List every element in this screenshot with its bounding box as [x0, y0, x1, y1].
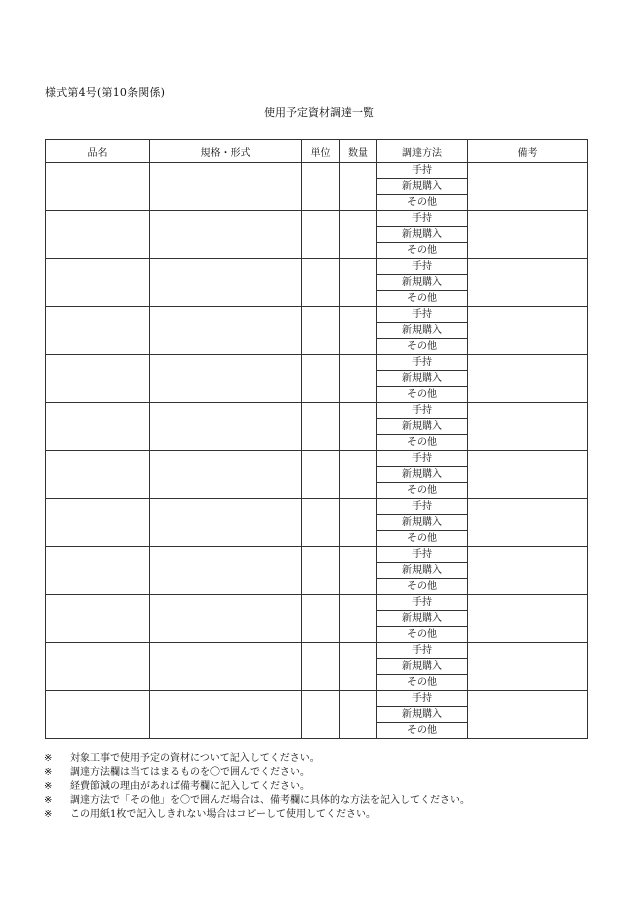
note-text: この用紙1枚で記入しきれない場合はコピーして使用してください。	[70, 809, 376, 820]
note-text: 調達方法で「その他」を〇で囲んだ場合は、備考欄に具体的な方法を記入してください。	[70, 795, 470, 806]
quantity-cell[interactable]	[340, 643, 377, 691]
method-option-other[interactable]: その他	[377, 435, 468, 451]
note-text: 対象工事で使用予定の資材について記入してください。	[70, 753, 320, 764]
note-line	[44, 808, 470, 822]
header-remarks: 備考	[468, 140, 588, 163]
item-name-cell[interactable]	[46, 259, 150, 307]
note-line	[44, 780, 470, 794]
quantity-cell[interactable]	[340, 403, 377, 451]
spec-cell[interactable]	[150, 547, 302, 595]
table-row	[46, 547, 588, 563]
method-option-on-hand[interactable]: 手持	[377, 355, 468, 371]
unit-cell[interactable]	[302, 355, 340, 403]
unit-cell[interactable]	[302, 643, 340, 691]
method-option-new-purchase[interactable]: 新規購入	[377, 659, 468, 675]
remarks-cell[interactable]	[468, 307, 588, 355]
method-option-new-purchase[interactable]: 新規購入	[377, 227, 468, 243]
item-name-cell[interactable]	[46, 355, 150, 403]
remarks-cell[interactable]	[468, 547, 588, 595]
unit-cell[interactable]	[302, 259, 340, 307]
unit-cell[interactable]	[302, 403, 340, 451]
method-option-other[interactable]: その他	[377, 483, 468, 499]
note-line	[44, 794, 470, 808]
spec-cell[interactable]	[150, 163, 302, 211]
materials-table	[45, 139, 588, 739]
remarks-cell[interactable]	[468, 499, 588, 547]
method-option-on-hand[interactable]: 手持	[377, 403, 468, 419]
spec-cell[interactable]	[150, 355, 302, 403]
note-mark: ※	[44, 781, 53, 792]
item-name-cell[interactable]	[46, 643, 150, 691]
method-option-other[interactable]: その他	[377, 243, 468, 259]
method-option-on-hand[interactable]: 手持	[377, 547, 468, 563]
method-option-other[interactable]: その他	[377, 627, 468, 643]
method-option-new-purchase[interactable]: 新規購入	[377, 323, 468, 339]
spec-cell[interactable]	[150, 211, 302, 259]
note-line	[44, 766, 470, 780]
table-row	[46, 403, 588, 419]
spec-cell[interactable]	[150, 403, 302, 451]
remarks-cell[interactable]	[468, 595, 588, 643]
method-option-other[interactable]: その他	[377, 531, 468, 547]
method-option-new-purchase[interactable]: 新規購入	[377, 467, 468, 483]
quantity-cell[interactable]	[340, 211, 377, 259]
method-option-other[interactable]: その他	[377, 387, 468, 403]
unit-cell[interactable]	[302, 547, 340, 595]
note-mark: ※	[44, 795, 53, 806]
table-row	[46, 643, 588, 659]
document-title: 使用予定資材調達一覧	[264, 106, 374, 119]
note-line	[44, 752, 470, 766]
item-name-cell[interactable]	[46, 307, 150, 355]
note-mark: ※	[44, 767, 53, 778]
quantity-cell[interactable]	[340, 499, 377, 547]
table-row	[46, 211, 588, 227]
remarks-cell[interactable]	[468, 163, 588, 211]
unit-cell[interactable]	[302, 499, 340, 547]
table-header-row	[46, 140, 588, 163]
table-row	[46, 499, 588, 515]
note-mark: ※	[44, 753, 53, 764]
spec-cell[interactable]	[150, 643, 302, 691]
remarks-cell[interactable]	[468, 211, 588, 259]
method-option-on-hand[interactable]: 手持	[377, 307, 468, 323]
method-option-new-purchase[interactable]: 新規購入	[377, 707, 468, 723]
spec-cell[interactable]	[150, 691, 302, 739]
header-spec: 規格・形式	[150, 140, 302, 163]
remarks-cell[interactable]	[468, 451, 588, 499]
quantity-cell[interactable]	[340, 259, 377, 307]
table-row	[46, 307, 588, 323]
method-option-on-hand[interactable]: 手持	[377, 595, 468, 611]
item-name-cell[interactable]	[46, 547, 150, 595]
spec-cell[interactable]	[150, 499, 302, 547]
table-row	[46, 355, 588, 371]
unit-cell[interactable]	[302, 307, 340, 355]
header-quantity: 数量	[340, 140, 377, 163]
remarks-cell[interactable]	[468, 259, 588, 307]
note-text: 経費節減の理由があれば備考欄に記入してください。	[70, 781, 310, 792]
table-row	[46, 163, 588, 179]
method-option-on-hand[interactable]: 手持	[377, 259, 468, 275]
spec-cell[interactable]	[150, 595, 302, 643]
method-option-new-purchase[interactable]: 新規購入	[377, 371, 468, 387]
table-row	[46, 259, 588, 275]
form-number: 様式第4号(第10条関係)	[45, 86, 166, 99]
note-mark: ※	[44, 809, 53, 820]
quantity-cell[interactable]	[340, 355, 377, 403]
method-option-other[interactable]: その他	[377, 195, 468, 211]
table-row	[46, 691, 588, 707]
item-name-cell[interactable]	[46, 163, 150, 211]
quantity-cell[interactable]	[340, 163, 377, 211]
item-name-cell[interactable]	[46, 211, 150, 259]
quantity-cell[interactable]	[340, 595, 377, 643]
method-option-new-purchase[interactable]: 新規購入	[377, 563, 468, 579]
remarks-cell[interactable]	[468, 403, 588, 451]
table-body	[46, 163, 588, 739]
method-option-on-hand[interactable]: 手持	[377, 163, 468, 179]
unit-cell[interactable]	[302, 163, 340, 211]
method-option-new-purchase[interactable]: 新規購入	[377, 515, 468, 531]
method-option-on-hand[interactable]: 手持	[377, 211, 468, 227]
header-unit: 単位	[302, 140, 340, 163]
unit-cell[interactable]	[302, 595, 340, 643]
quantity-cell[interactable]	[340, 547, 377, 595]
method-option-new-purchase[interactable]: 新規購入	[377, 275, 468, 291]
table-row	[46, 595, 588, 611]
unit-cell[interactable]	[302, 691, 340, 739]
method-option-other[interactable]: その他	[377, 579, 468, 595]
spec-cell[interactable]	[150, 307, 302, 355]
method-option-on-hand[interactable]: 手持	[377, 451, 468, 467]
method-option-other[interactable]: その他	[377, 723, 468, 739]
method-option-on-hand[interactable]: 手持	[377, 499, 468, 515]
method-option-other[interactable]: その他	[377, 675, 468, 691]
quantity-cell[interactable]	[340, 691, 377, 739]
table-row	[46, 451, 588, 467]
unit-cell[interactable]	[302, 211, 340, 259]
unit-cell[interactable]	[302, 451, 340, 499]
quantity-cell[interactable]	[340, 451, 377, 499]
method-option-new-purchase[interactable]: 新規購入	[377, 611, 468, 627]
item-name-cell[interactable]	[46, 403, 150, 451]
spec-cell[interactable]	[150, 451, 302, 499]
item-name-cell[interactable]	[46, 595, 150, 643]
remarks-cell[interactable]	[468, 355, 588, 403]
quantity-cell[interactable]	[340, 307, 377, 355]
method-option-new-purchase[interactable]: 新規購入	[377, 419, 468, 435]
item-name-cell[interactable]	[46, 499, 150, 547]
remarks-cell[interactable]	[468, 643, 588, 691]
method-option-on-hand[interactable]: 手持	[377, 643, 468, 659]
method-option-other[interactable]: その他	[377, 339, 468, 355]
method-option-other[interactable]: その他	[377, 291, 468, 307]
method-option-new-purchase[interactable]: 新規購入	[377, 179, 468, 195]
item-name-cell[interactable]	[46, 691, 150, 739]
method-option-on-hand[interactable]: 手持	[377, 691, 468, 707]
remarks-cell[interactable]	[468, 691, 588, 739]
header-procurement-method: 調達方法	[377, 140, 468, 163]
header-item-name: 品名	[46, 140, 150, 163]
note-text: 調達方法欄は当てはまるものを〇で囲んでください。	[70, 767, 310, 778]
spec-cell[interactable]	[150, 259, 302, 307]
notes	[44, 752, 470, 822]
item-name-cell[interactable]	[46, 451, 150, 499]
